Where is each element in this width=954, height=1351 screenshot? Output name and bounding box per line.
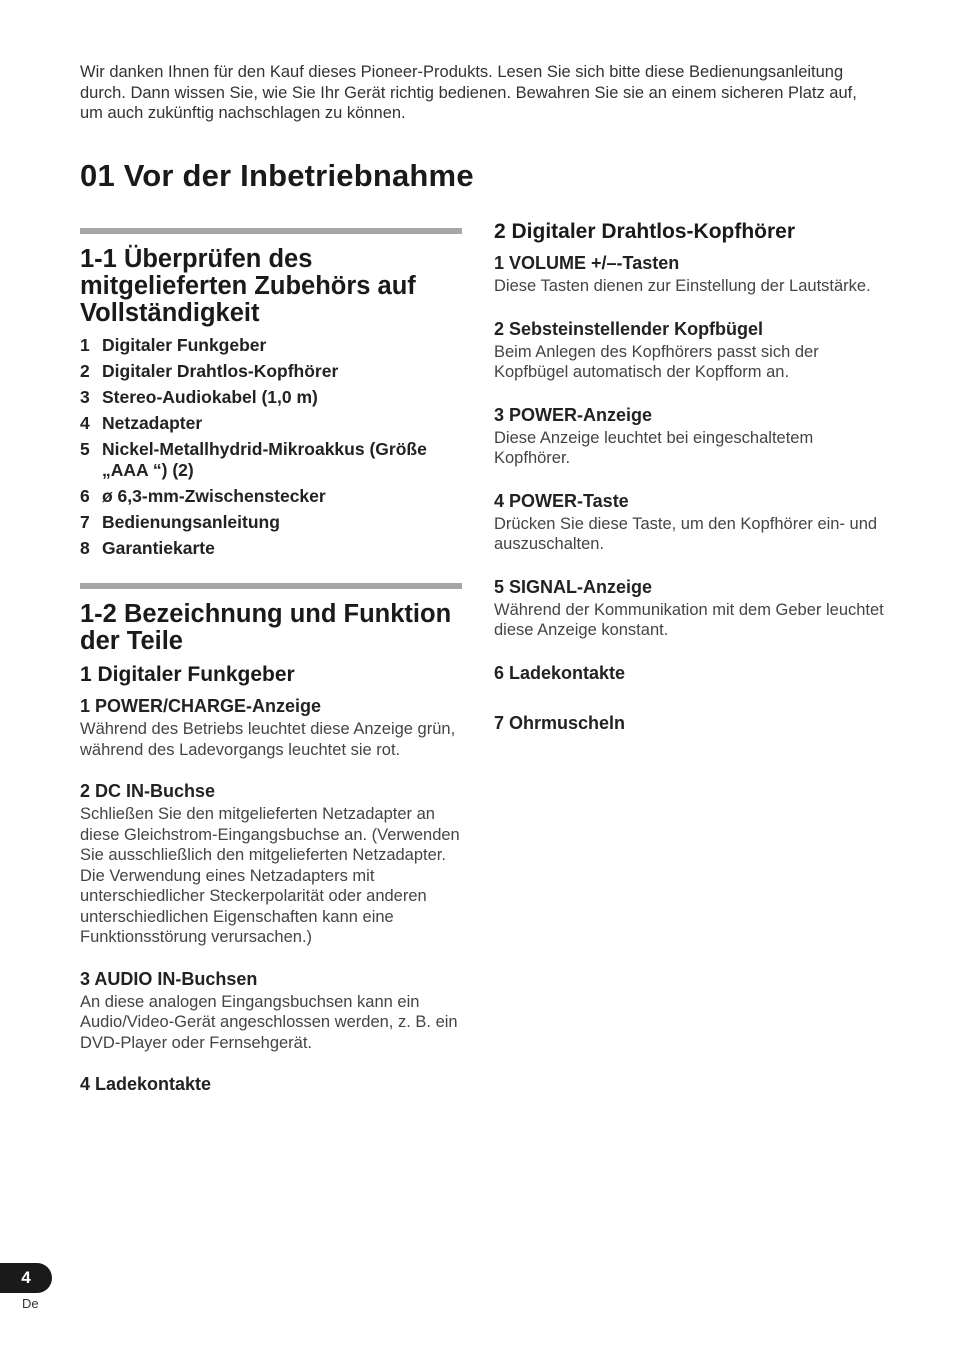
list-item: 7 Bedienungsanleitung: [80, 512, 280, 532]
part-item: 3 POWER-Anzeige Diese Anzeige leuchtet bei eingeschaltetem Kopfhörer.: [494, 404, 814, 467]
transmitter-title: 1 Digitaler Funkgeber: [80, 663, 295, 686]
headphones-title: 2 Digitaler Drahtlos-Kopfhörer: [494, 220, 796, 243]
section-divider: [80, 583, 462, 589]
part-item: 2 Sebsteinstellender Kopfbügel Beim Anlegen des Kopfhörers passt sich der Kopfbügel automatisch der Kopfform an.: [494, 318, 819, 381]
right-column: [494, 220, 884, 762]
list-item: 2 Digitaler Drahtlos-Kopfhörer: [80, 361, 339, 381]
list-item: 8 Garantiekarte: [80, 538, 215, 558]
left-column: [80, 220, 462, 1115]
list-item: 3 Stereo-Audiokabel (1,0 m): [80, 387, 318, 407]
list-item: 4 Netzadapter: [80, 413, 203, 433]
intro-paragraph: Wir danken Ihnen für den Kauf dieses Pioneer-Produkts. Lesen Sie sich bitte diese Bedienungsanleitung durch. Dann wissen Sie, wie Sie Ihr Gerät richtig bedienen. Bewahren Sie sie an einem sicheren Platz auf, um auch zukünftig nachschlagen zu können.: [80, 63, 857, 122]
part-item: 1 VOLUME +/–-Tasten Diese Tasten dienen zur Einstellung der Lautstärke.: [494, 253, 871, 295]
list-item: 1 Digitaler Funkgeber: [80, 335, 267, 355]
section-1-title: 1-1 Überprüfen des mitgelieferten Zubehörs auf Vollständigkeit: [80, 245, 416, 327]
part-item: 5 SIGNAL-Anzeige Während der Kommunikation mit dem Geber leuchtet diese Anzeige konstant.: [494, 576, 884, 639]
part-item: 7 Ohrmuscheln: [494, 712, 626, 733]
part-item: 4 Ladekontakte: [80, 1074, 212, 1094]
part-item: 6 Ladekontakte: [494, 662, 626, 683]
language-code: De: [22, 1296, 39, 1311]
section-divider: [80, 228, 462, 234]
list-item: 6 ø 6,3-mm-Zwischenstecker: [80, 486, 326, 506]
list-item: 5 Nickel-Metallhydrid-Mikroakkus (Größe „AAA “) (2): [80, 439, 427, 480]
part-item: 2 DC IN-Buchse Schließen Sie den mitgelieferten Netzadapter an diese Gleichstrom-Eingangsbuchse an. (Verwenden Sie ausschließlich den mitgelieferten Netzadapter. Die Verwendung eines Netzadapters mit unterschiedlicher Steckerpolarität oder anderen unterschiedlichen Eigenschaften kann eine Funktionsstörung verursachen.): [80, 781, 460, 946]
part-item: 3 AUDIO IN-Buchsen An diese analogen Eingangsbuchsen kann ein Audio/Video-Gerät angeschlossen werden, z. B. ein DVD-Player oder Fernsehgerät.: [80, 968, 458, 1052]
chapter-title: 01 Vor der Inbetriebnahme: [80, 158, 474, 193]
part-item: 1 POWER/CHARGE-Anzeige Während des Betriebs leuchtet diese Anzeige grün, während des Ladevorgangs leuchtet sie rot.: [80, 696, 456, 759]
accessory-list: [80, 335, 462, 559]
part-item: 4 POWER-Taste Drücken Sie diese Taste, um den Kopfhörer ein- und auszuschalten.: [494, 490, 878, 553]
page-number-badge: 4: [0, 1263, 52, 1293]
section-2-title: 1-2 Bezeichnung und Funktion der Teile: [80, 600, 452, 655]
